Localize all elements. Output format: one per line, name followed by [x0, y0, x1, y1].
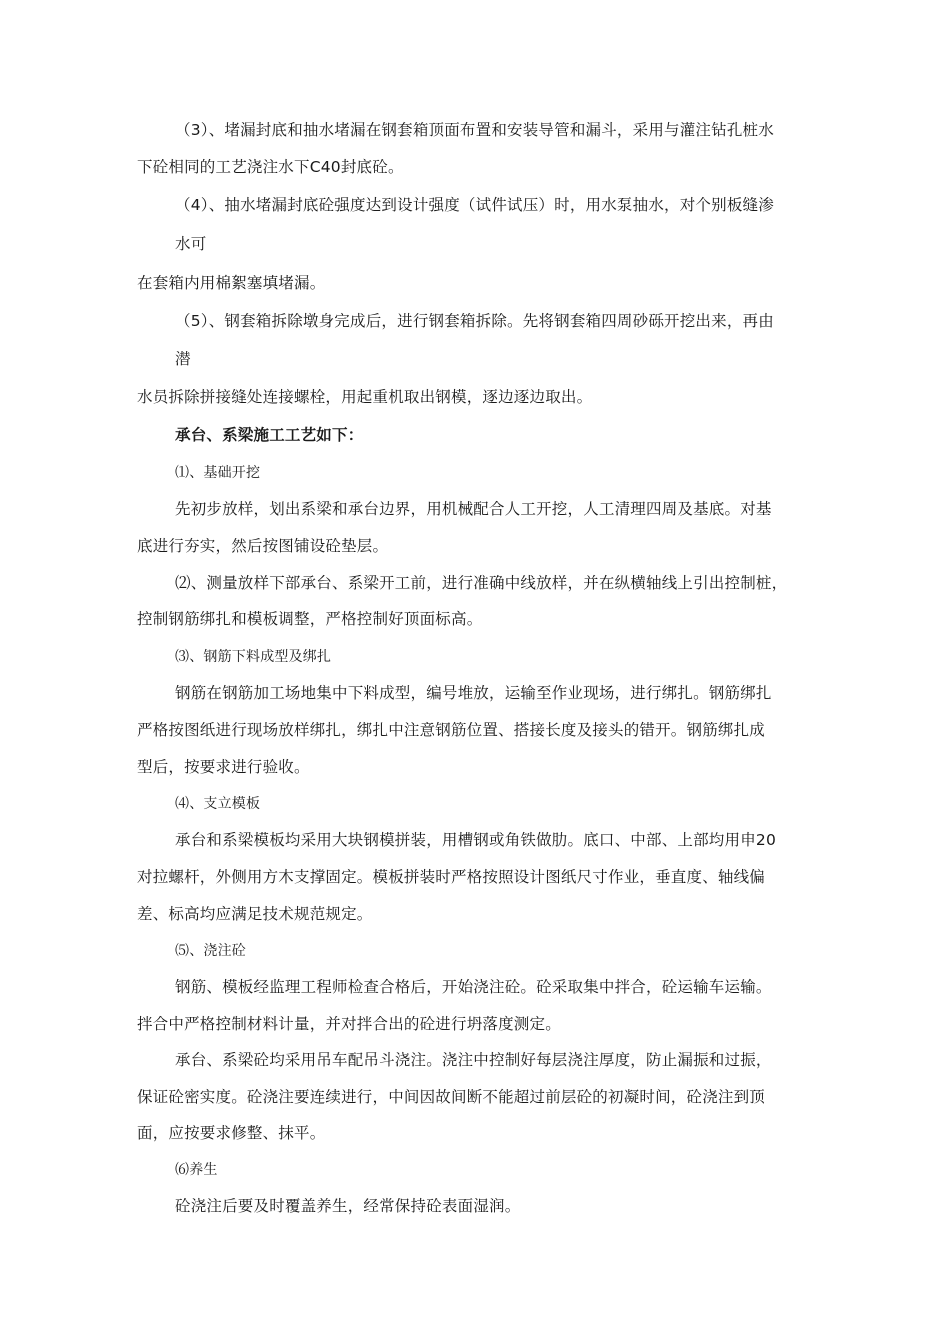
paragraph-4-line-3: 在套箱内用棉絮塞填堵漏。	[137, 274, 326, 292]
paragraph-3-line-2: 下砼相同的工艺浇注水下C40封底砼。	[137, 158, 404, 176]
step-1-body-line-2: 底进行夯实，然后按图铺设砼垫层。	[137, 537, 389, 555]
step-5-body-line-4: 保证砼密实度。砼浇注要连续进行，中间因故间断不能超过前层砼的初凝时间，砼浇注到顶	[137, 1088, 766, 1106]
paragraph-5-line-3: 水员拆除拼接缝处连接螺栓，用起重机取出钢模，逐边逐边取出。	[137, 388, 593, 406]
step-1-body-line-1: 先初步放样，划出系梁和承台边界，用机械配合人工开挖，人工清理四周及基底。对基	[175, 500, 772, 518]
step-3-body-line-3: 型后，按要求进行验收。	[137, 758, 310, 776]
paragraph-3-line-1: （3）、堵漏封底和抽水堵漏在钢套箱顶面布置和安装导管和漏斗，采用与灌注钻孔桩水	[175, 121, 774, 139]
step-5-body-line-3: 承台、系梁砼均采用吊车配吊斗浇注。浇注中控制好每层浇注厚度，防止漏振和过振，	[175, 1051, 772, 1069]
step-5-heading: ⑸、浇注砼	[175, 943, 246, 959]
step-4-body-line-1: 承台和系梁模板均采用大块钢模拼装，用槽钢或角铁做肋。底口、中部、上部均用申20	[175, 831, 777, 849]
step-3-body-line-1: 钢筋在钢筋加工场地集中下料成型，编号堆放，运输至作业现场，进行绑扎。钢筋绑扎	[175, 684, 772, 702]
step-2-line-2: 控制钢筋绑扎和模板调整，严格控制好顶面标高。	[137, 610, 483, 628]
step-4-heading: ⑷、支立模板	[175, 796, 261, 812]
step-1-heading: ⑴、基础开挖	[175, 465, 261, 481]
step-4-body-line-2: 对拉螺杆，外侧用方木支撑固定。模板拼装时严格按照设计图纸尺寸作业，垂直度、轴线偏	[137, 868, 766, 886]
step-3-heading: ⑶、钢筋下料成型及绑扎	[175, 649, 332, 665]
step-5-body-line-1: 钢筋、模板经监理工程师检查合格后，开始浇注砼。砼采取集中拌合，砼运输车运输。	[175, 978, 772, 996]
step-6-heading: ⑹养生	[175, 1162, 218, 1178]
paragraph-4-line-1: （4）、抽水堵漏封底砼强度达到设计强度（试件试压）时，用水泵抽水，对个别板缝渗	[175, 196, 774, 214]
step-6-body-line-1: 砼浇注后要及时覆盖养生，经常保持砼表面湿润。	[175, 1197, 521, 1215]
paragraph-4-line-2: 水可	[175, 235, 207, 253]
step-4-body-line-3: 差、标高均应满足技术规范规定。	[137, 905, 373, 923]
paragraph-5-line-1: （5）、钢套箱拆除墩身完成后，进行钢套箱拆除。先将钢套箱四周砂砾开挖出来，再由	[175, 312, 774, 330]
step-2-line-1: ⑵、测量放样下部承台、系梁开工前，进行准确中线放样，并在纵横轴线上引出控制桩，	[175, 574, 788, 592]
section-heading: 承台、系梁施工工艺如下：	[175, 426, 364, 444]
step-3-body-line-2: 严格按图纸进行现场放样绑扎，绑扎中注意钢筋位置、搭接长度及接头的错开。钢筋绑扎成	[137, 721, 766, 739]
step-5-body-line-2: 拌合中严格控制材料计量，并对拌合出的砼进行坍落度测定。	[137, 1015, 561, 1033]
step-5-body-line-5: 面，应按要求修整、抹平。	[137, 1124, 326, 1142]
paragraph-5-line-2: 潜	[175, 350, 191, 368]
